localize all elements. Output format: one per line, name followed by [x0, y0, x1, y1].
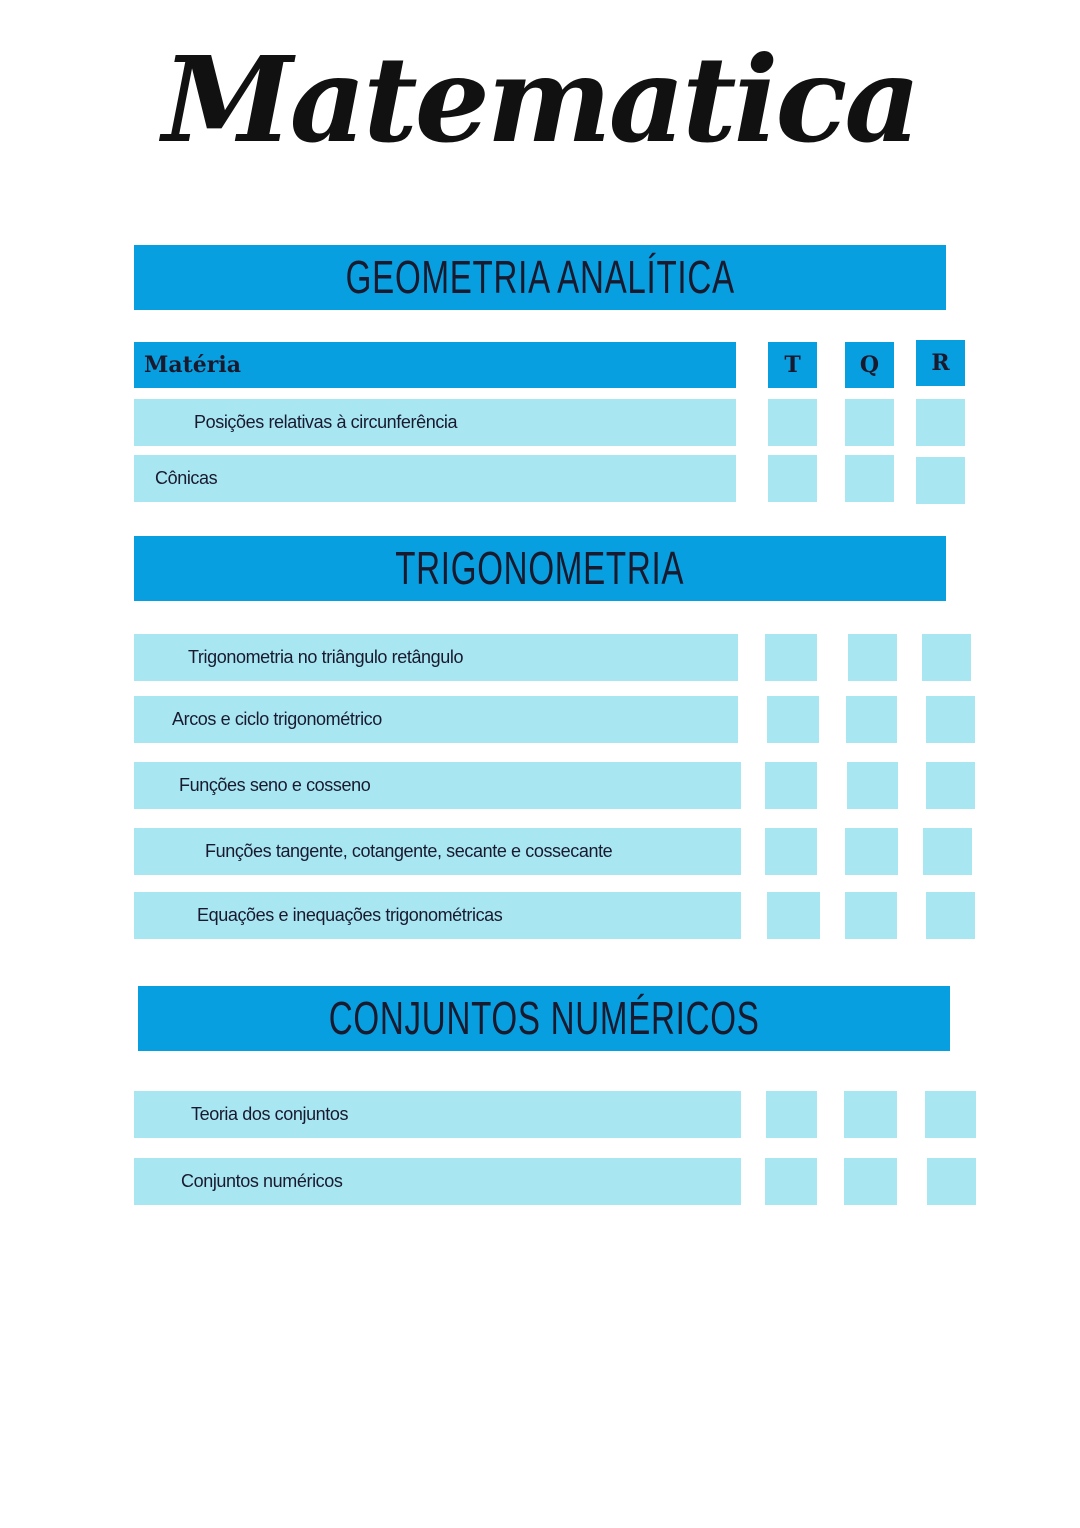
topic-label: Arcos e ciclo trigonométrico	[172, 709, 382, 729]
checkbox-q[interactable]	[844, 1158, 897, 1205]
topic-row	[134, 455, 736, 502]
checkbox-q[interactable]	[847, 762, 898, 809]
checkbox-t[interactable]	[765, 762, 817, 809]
checkbox-q[interactable]	[844, 1091, 897, 1138]
checkbox-t[interactable]	[765, 828, 817, 875]
checkbox-q[interactable]	[845, 399, 894, 446]
topic-row	[134, 892, 741, 939]
section-header-geometria	[134, 245, 946, 310]
topic-label: Equações e inequações trigonométricas	[197, 905, 503, 925]
topic-row	[134, 399, 736, 446]
column-header-q: Q	[845, 342, 894, 388]
checkbox-t[interactable]	[765, 1158, 817, 1205]
topic-row	[134, 1158, 741, 1205]
checkbox-q[interactable]	[845, 455, 894, 502]
section-title: TRIGONOMETRIA	[395, 542, 685, 594]
topic-label: Funções seno e cosseno	[179, 775, 371, 795]
checkbox-t[interactable]	[766, 1091, 817, 1138]
checkbox-q[interactable]	[845, 892, 897, 939]
topic-row	[134, 828, 741, 875]
checkbox-r[interactable]	[916, 399, 965, 446]
checkbox-t[interactable]	[767, 892, 820, 939]
checkbox-r[interactable]	[922, 634, 971, 681]
topic-label: Posições relativas à circunferência	[194, 412, 458, 432]
topic-row	[134, 634, 738, 681]
checkbox-t[interactable]	[765, 634, 817, 681]
topic-label: Teoria dos conjuntos	[191, 1104, 349, 1124]
section-header-trigonometria	[134, 536, 946, 601]
checkbox-q[interactable]	[845, 828, 898, 875]
checkbox-q[interactable]	[848, 634, 897, 681]
checkbox-q[interactable]	[846, 696, 897, 743]
topic-label: Cônicas	[155, 468, 218, 488]
topic-row	[134, 1091, 741, 1138]
checkbox-r[interactable]	[926, 696, 975, 743]
topic-label: Funções tangente, cotangente, secante e cossecante	[205, 841, 613, 861]
checkbox-r[interactable]	[925, 1091, 976, 1138]
topic-label: Conjuntos numéricos	[181, 1171, 343, 1191]
checkbox-t[interactable]	[768, 455, 817, 502]
topic-label: Trigonometria no triângulo retângulo	[188, 647, 464, 667]
topic-row	[134, 696, 738, 743]
checkbox-r[interactable]	[927, 1158, 976, 1205]
column-header-subject: Matéria	[134, 342, 736, 388]
checkbox-r[interactable]	[916, 457, 965, 504]
topic-row	[134, 762, 741, 809]
checkbox-t[interactable]	[767, 696, 819, 743]
section-header-conjuntos	[138, 986, 950, 1051]
column-header-t: T	[768, 342, 817, 388]
page-title: Matematica	[162, 30, 918, 169]
checkbox-r[interactable]	[926, 762, 975, 809]
section-title: CONJUNTOS NUMÉRICOS	[328, 992, 760, 1044]
checkbox-t[interactable]	[768, 399, 817, 446]
section-title: GEOMETRIA ANALÍTICA	[345, 251, 735, 303]
column-header-r: R	[916, 340, 965, 386]
checkbox-r[interactable]	[923, 828, 972, 875]
checkbox-r[interactable]	[926, 892, 975, 939]
